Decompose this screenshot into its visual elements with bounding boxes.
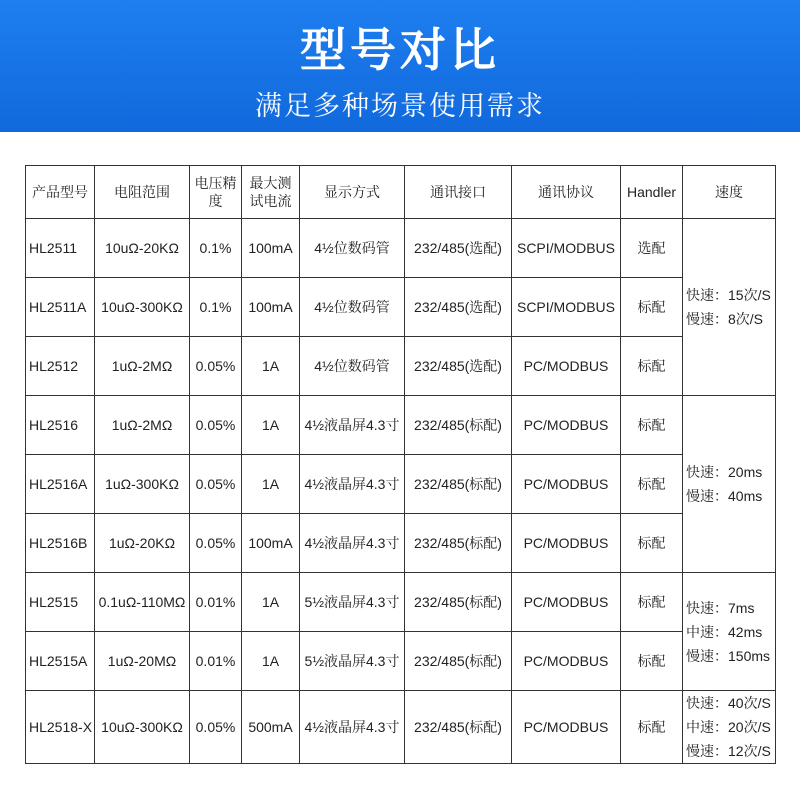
model-cell: HL2511 bbox=[26, 219, 95, 278]
table-row bbox=[26, 337, 776, 396]
interface-cell: 232/485(选配) bbox=[405, 219, 512, 278]
table-row bbox=[26, 455, 776, 514]
header-accuracy: 电压精度 bbox=[190, 166, 242, 219]
model-cell: HL2512 bbox=[26, 337, 95, 396]
current-cell: 100mA bbox=[242, 514, 300, 573]
speed-cell bbox=[683, 219, 776, 396]
header-model: 产品型号 bbox=[26, 166, 95, 219]
display-cell: 5½液晶屏4.3寸 bbox=[300, 573, 405, 632]
header-speed: 速度 bbox=[683, 166, 776, 219]
interface-cell: 232/485(标配) bbox=[405, 691, 512, 764]
interface-cell: 232/485(标配) bbox=[405, 573, 512, 632]
protocol-cell: PC/MODBUS bbox=[512, 514, 621, 573]
current-cell: 100mA bbox=[242, 219, 300, 278]
speed-line: 快速：40次/S bbox=[686, 695, 771, 711]
protocol-cell: PC/MODBUS bbox=[512, 337, 621, 396]
handler-cell: 标配 bbox=[621, 337, 683, 396]
table-header-row bbox=[26, 166, 776, 219]
display-cell: 4½液晶屏4.3寸 bbox=[300, 514, 405, 573]
header-handler: Handler bbox=[621, 166, 683, 219]
handler-cell: 选配 bbox=[621, 219, 683, 278]
range-cell: 1uΩ-20MΩ bbox=[95, 632, 190, 691]
range-cell: 0.1uΩ-110MΩ bbox=[95, 573, 190, 632]
range-cell: 1uΩ-20KΩ bbox=[95, 514, 190, 573]
display-cell: 4½位数码管 bbox=[300, 219, 405, 278]
table-row bbox=[26, 514, 776, 573]
current-cell: 100mA bbox=[242, 278, 300, 337]
header-current: 最大测试电流 bbox=[242, 166, 300, 219]
display-cell: 4½液晶屏4.3寸 bbox=[300, 691, 405, 764]
current-cell: 1A bbox=[242, 396, 300, 455]
model-cell: HL2515 bbox=[26, 573, 95, 632]
display-cell: 5½液晶屏4.3寸 bbox=[300, 632, 405, 691]
header-interface: 通讯接口 bbox=[405, 166, 512, 219]
speed-line: 中速：20次/S bbox=[686, 719, 771, 735]
table-row bbox=[26, 396, 776, 455]
current-cell: 500mA bbox=[242, 691, 300, 764]
accuracy-cell: 0.05% bbox=[190, 455, 242, 514]
speed-line: 快速：20ms bbox=[686, 464, 763, 480]
accuracy-cell: 0.05% bbox=[190, 514, 242, 573]
protocol-cell: SCPI/MODBUS bbox=[512, 278, 621, 337]
display-cell: 4½液晶屏4.3寸 bbox=[300, 455, 405, 514]
accuracy-cell: 0.01% bbox=[190, 573, 242, 632]
interface-cell: 232/485(选配) bbox=[405, 337, 512, 396]
range-cell: 10uΩ-300KΩ bbox=[95, 691, 190, 764]
current-cell: 1A bbox=[242, 337, 300, 396]
speed-cell bbox=[683, 573, 776, 691]
model-comparison-table bbox=[25, 165, 776, 764]
interface-cell: 232/485(选配) bbox=[405, 278, 512, 337]
table-row bbox=[26, 573, 776, 632]
page-subtitle: 满足多种场景使用需求 bbox=[255, 91, 545, 122]
table-row bbox=[26, 691, 776, 764]
table-row bbox=[26, 219, 776, 278]
interface-cell: 232/485(标配) bbox=[405, 514, 512, 573]
protocol-cell: PC/MODBUS bbox=[512, 396, 621, 455]
display-cell: 4½位数码管 bbox=[300, 337, 405, 396]
accuracy-cell: 0.05% bbox=[190, 691, 242, 764]
display-cell: 4½液晶屏4.3寸 bbox=[300, 396, 405, 455]
handler-cell: 标配 bbox=[621, 514, 683, 573]
handler-cell: 标配 bbox=[621, 573, 683, 632]
model-cell: HL2515A bbox=[26, 632, 95, 691]
speed-line: 中速：42ms bbox=[686, 623, 763, 640]
model-cell: HL2516 bbox=[26, 396, 95, 455]
speed-line: 快速：15次/S bbox=[686, 287, 771, 303]
current-cell: 1A bbox=[242, 573, 300, 632]
speed-cell bbox=[683, 396, 776, 573]
model-cell: HL2511A bbox=[26, 278, 95, 337]
model-cell: HL2516B bbox=[26, 514, 95, 573]
protocol-cell: PC/MODBUS bbox=[512, 632, 621, 691]
page-title: 型号对比 bbox=[300, 23, 500, 77]
current-cell: 1A bbox=[242, 632, 300, 691]
range-cell: 1uΩ-300KΩ bbox=[95, 455, 190, 514]
accuracy-cell: 0.1% bbox=[190, 219, 242, 278]
speed-line: 慢速：150ms bbox=[686, 647, 771, 664]
speed-line: 慢速：8次/S bbox=[686, 311, 764, 327]
speed-cell bbox=[683, 691, 776, 764]
accuracy-cell: 0.1% bbox=[190, 278, 242, 337]
protocol-cell: PC/MODBUS bbox=[512, 691, 621, 764]
model-cell: HL2516A bbox=[26, 455, 95, 514]
interface-cell: 232/485(标配) bbox=[405, 455, 512, 514]
table-row bbox=[26, 278, 776, 337]
current-cell: 1A bbox=[242, 455, 300, 514]
protocol-cell: PC/MODBUS bbox=[512, 573, 621, 632]
range-cell: 10uΩ-300KΩ bbox=[95, 278, 190, 337]
speed-line: 快速：7ms bbox=[686, 599, 755, 616]
speed-line: 慢速：12次/S bbox=[686, 743, 771, 759]
table-row bbox=[26, 632, 776, 691]
interface-cell: 232/485(标配) bbox=[405, 632, 512, 691]
accuracy-cell: 0.05% bbox=[190, 337, 242, 396]
interface-cell: 232/485(标配) bbox=[405, 396, 512, 455]
range-cell: 1uΩ-2MΩ bbox=[95, 396, 190, 455]
display-cell: 4½位数码管 bbox=[300, 278, 405, 337]
accuracy-cell: 0.01% bbox=[190, 632, 242, 691]
protocol-cell: SCPI/MODBUS bbox=[512, 219, 621, 278]
header-banner bbox=[0, 0, 800, 132]
model-cell: HL2518-X bbox=[26, 691, 95, 764]
header-display: 显示方式 bbox=[300, 166, 405, 219]
header-range: 电阻范围 bbox=[95, 166, 190, 219]
accuracy-cell: 0.05% bbox=[190, 396, 242, 455]
handler-cell: 标配 bbox=[621, 632, 683, 691]
speed-line: 慢速：40ms bbox=[686, 488, 763, 504]
header-protocol: 通讯协议 bbox=[512, 166, 621, 219]
range-cell: 1uΩ-2MΩ bbox=[95, 337, 190, 396]
range-cell: 10uΩ-20KΩ bbox=[95, 219, 190, 278]
handler-cell: 标配 bbox=[621, 455, 683, 514]
handler-cell: 标配 bbox=[621, 396, 683, 455]
handler-cell: 标配 bbox=[621, 691, 683, 764]
handler-cell: 标配 bbox=[621, 278, 683, 337]
protocol-cell: PC/MODBUS bbox=[512, 455, 621, 514]
